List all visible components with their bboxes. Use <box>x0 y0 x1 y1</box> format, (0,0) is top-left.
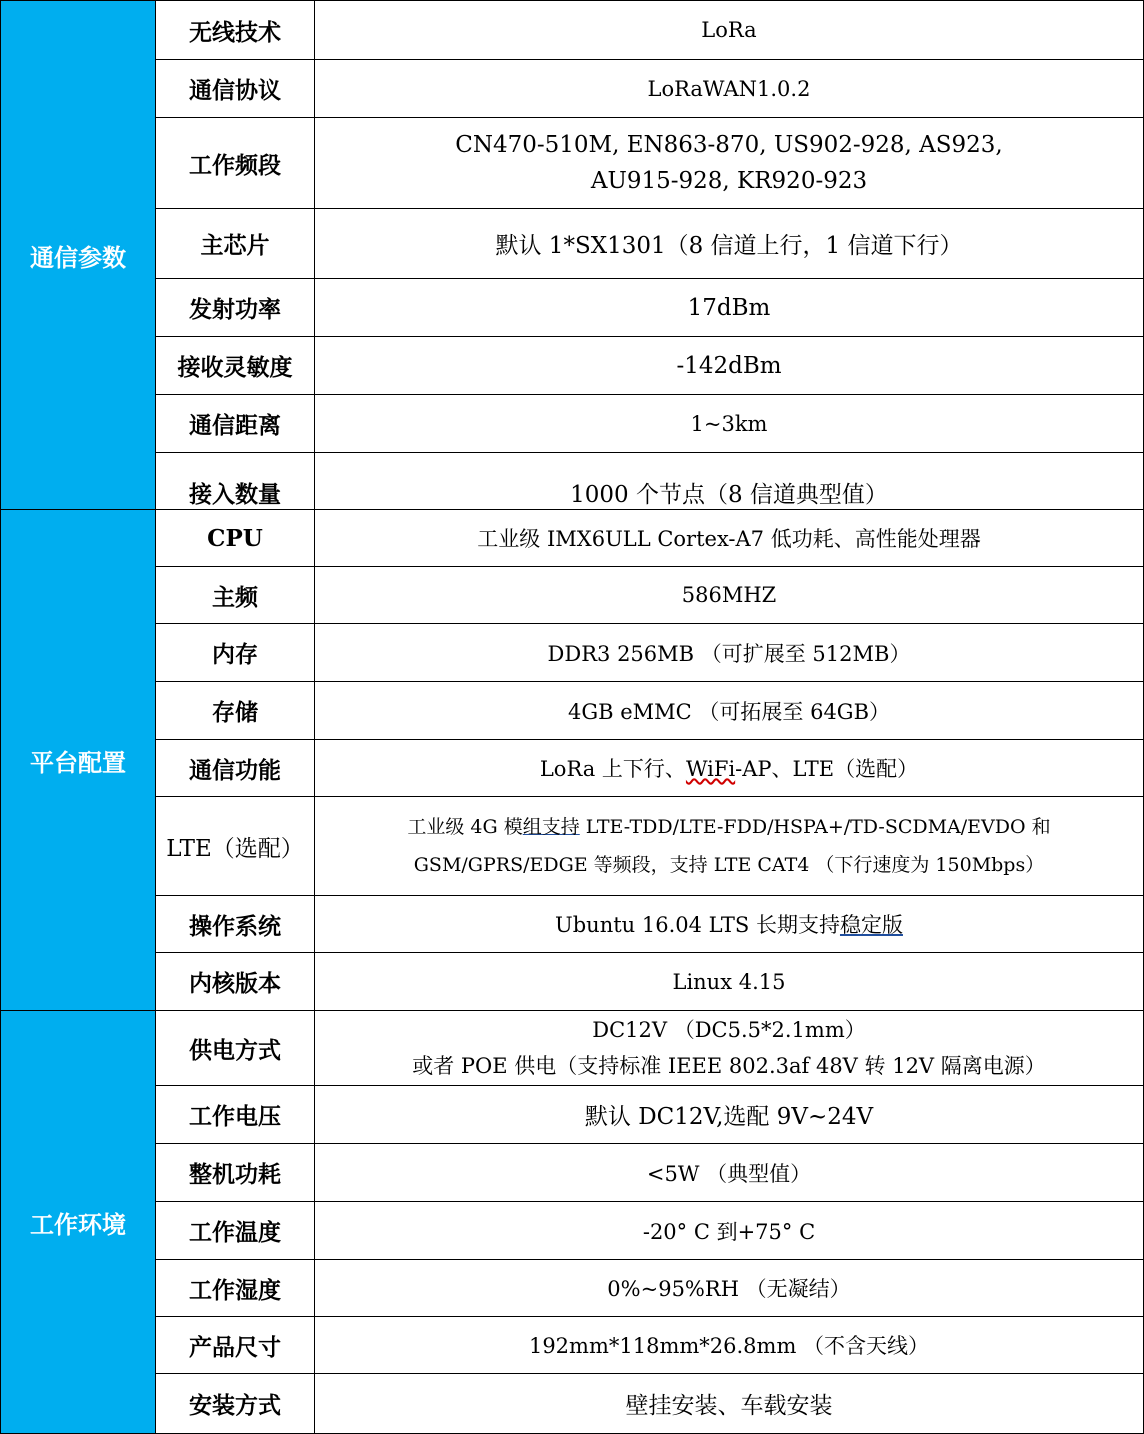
value-line: DC12V （DC5.5*2.1mm） <box>592 1018 866 1042</box>
value-part: Ubuntu 16.04 LTS 长期支持 <box>555 913 840 937</box>
row-label: 内存 <box>156 624 315 682</box>
table-row <box>1 1011 1144 1086</box>
row-label: 接入数量 <box>156 453 315 510</box>
row-value: 17dBm <box>315 279 1144 337</box>
table-row <box>1 896 1144 953</box>
row-value: 0%~95%RH （无凝结） <box>315 1260 1144 1317</box>
table-row <box>1 60 1144 118</box>
spellcheck-word: WiFi <box>685 757 736 781</box>
row-label: 供电方式 <box>156 1011 315 1086</box>
row-value: -20° C 到+75° C <box>315 1202 1144 1260</box>
row-label: CPU <box>156 510 315 567</box>
table-row <box>1 1144 1144 1202</box>
row-label: 无线技术 <box>156 1 315 60</box>
table-row <box>1 1086 1144 1144</box>
row-value: 586MHZ <box>315 567 1144 624</box>
table-row <box>1 209 1144 279</box>
row-label: 通信协议 <box>156 60 315 118</box>
table-row <box>1 1317 1144 1374</box>
row-value <box>315 118 1144 209</box>
table-row <box>1 1374 1144 1434</box>
row-label: 安装方式 <box>156 1374 315 1434</box>
row-value: DDR3 256MB （可扩展至 512MB） <box>315 624 1144 682</box>
row-label: 产品尺寸 <box>156 1317 315 1374</box>
row-value: 1~3km <box>315 395 1144 453</box>
row-value: 4GB eMMC （可拓展至 64GB） <box>315 682 1144 740</box>
row-label: 工作温度 <box>156 1202 315 1260</box>
value-part: -AP、LTE（选配） <box>735 757 919 781</box>
row-label: 内核版本 <box>156 953 315 1011</box>
row-value <box>315 1011 1144 1086</box>
table-row <box>1 1202 1144 1260</box>
table-row <box>1 510 1144 567</box>
row-value: <5W （典型值） <box>315 1144 1144 1202</box>
row-value: 1000 个节点（8 信道典型值） <box>315 453 1144 510</box>
row-label: 存储 <box>156 682 315 740</box>
table-row <box>1 797 1144 896</box>
value-line: AU915-928, KR920-923 <box>590 168 868 194</box>
category-platform: 平台配置 <box>1 510 156 1011</box>
row-label: 工作湿度 <box>156 1260 315 1317</box>
row-label: 主芯片 <box>156 209 315 279</box>
row-value <box>315 896 1144 953</box>
row-value: 192mm*118mm*26.8mm （不含天线） <box>315 1317 1144 1374</box>
table-row <box>1 953 1144 1011</box>
value-line: 或者 POE 供电（支持标准 IEEE 802.3af 48V 转 12V 隔离电源） <box>412 1054 1046 1078</box>
category-env: 工作环境 <box>1 1011 156 1434</box>
value-part: LoRa 上下行、 <box>539 757 686 781</box>
value-part: 工业级 4G 模 <box>407 816 523 838</box>
table-row <box>1 337 1144 395</box>
row-value: 壁挂安装、车载安装 <box>315 1374 1144 1434</box>
value-line: CN470-510M, EN863-870, US902-928, AS923, <box>455 132 1003 158</box>
row-label: 整机功耗 <box>156 1144 315 1202</box>
value-part: LTE-TDD/LTE-FDD/HSPA+/TD-SCDMA/EVDO 和 <box>579 816 1051 838</box>
row-label: LTE（选配） <box>156 797 315 896</box>
row-value <box>315 797 1144 896</box>
row-value: -142dBm <box>315 337 1144 395</box>
table-row <box>1 740 1144 797</box>
row-value: 默认 1*SX1301（8 信道上行，1 信道下行） <box>315 209 1144 279</box>
table-row <box>1 682 1144 740</box>
table-row <box>1 453 1144 510</box>
table-row <box>1 279 1144 337</box>
table-row <box>1 1260 1144 1317</box>
underlined-text: 稳定版 <box>839 913 903 937</box>
row-value: 默认 DC12V,选配 9V~24V <box>315 1086 1144 1144</box>
table-row <box>1 395 1144 453</box>
row-value: Linux 4.15 <box>315 953 1144 1011</box>
row-label: 通信距离 <box>156 395 315 453</box>
row-label: 通信功能 <box>156 740 315 797</box>
row-label: 操作系统 <box>156 896 315 953</box>
table-row <box>1 567 1144 624</box>
row-label: 接收灵敏度 <box>156 337 315 395</box>
table-row <box>1 118 1144 209</box>
row-label: 工作电压 <box>156 1086 315 1144</box>
row-value: LoRa <box>315 1 1144 60</box>
table-row <box>1 1 1144 60</box>
table-row <box>1 624 1144 682</box>
row-value: LoRaWAN1.0.2 <box>315 60 1144 118</box>
row-label: 主频 <box>156 567 315 624</box>
row-value <box>315 740 1144 797</box>
underlined-text: 组支持 <box>522 816 580 838</box>
row-value: 工业级 IMX6ULL Cortex-A7 低功耗、高性能处理器 <box>315 510 1144 567</box>
category-comm: 通信参数 <box>1 1 156 510</box>
row-label: 发射功率 <box>156 279 315 337</box>
row-label: 工作频段 <box>156 118 315 209</box>
value-part: GSM/GPRS/EDGE 等频段，支持 LTE CAT4 （下行速度为 150Mbps） <box>413 854 1045 876</box>
